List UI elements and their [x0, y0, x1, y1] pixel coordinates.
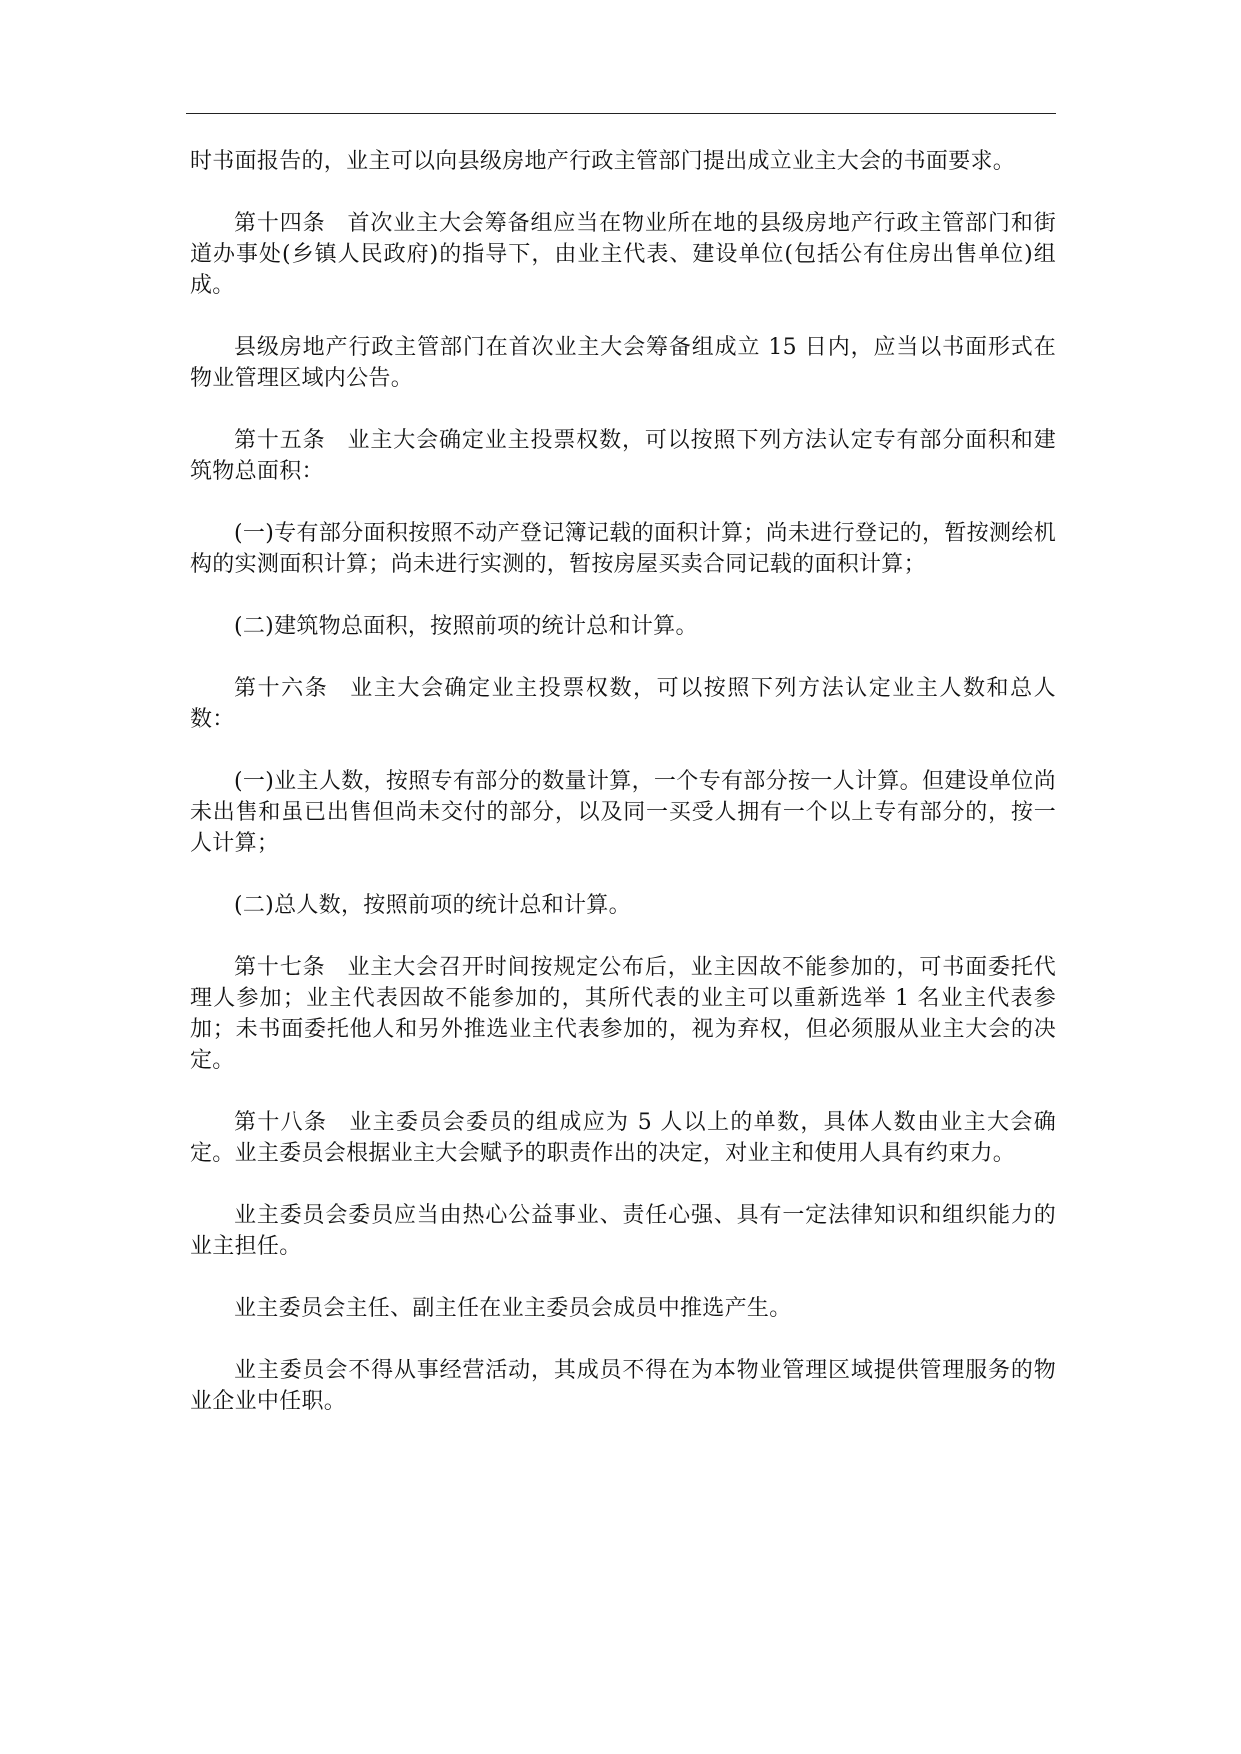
article-17-paragraph: [190, 952, 1056, 1076]
article-15-item-1: [190, 518, 1056, 580]
article-15-paragraph: [190, 425, 1056, 487]
header-rule: [186, 113, 1056, 114]
paragraph-text: (二)总人数，按照前项的统计总和计算。: [234, 893, 631, 918]
article-number: 第十四条: [234, 211, 326, 236]
article-16-item-1: [190, 766, 1056, 859]
paragraph-text: 业主大会确定业主投票权数，可以按照下列方法认定专有部分面积和建筑物总面积：: [190, 428, 1056, 484]
article-number: 第十五条: [234, 428, 326, 453]
paragraph-text: 业主委员会委员应当由热心公益事业、责任心强、具有一定法律知识和组织能力的业主担任。: [190, 1203, 1056, 1259]
paragraph-continuation: [190, 146, 1056, 177]
paragraph-text: 业主委员会不得从事经营活动，其成员不得在为本物业管理区域提供管理服务的物业企业中任职。: [190, 1358, 1056, 1414]
paragraph-text: 业主大会召开时间按规定公布后，业主因故不能参加的，可书面委托代理人参加；业主代表因故不能参加的，其所代表的业主可以重新选举 1 名业主代表参加；未书面委托他人和另外推选业主代表参加的，视为弃权，但必须服从业主大会的决定。: [190, 955, 1056, 1073]
paragraph-text: (二)建筑物总面积，按照前项的统计总和计算。: [234, 614, 698, 639]
paragraph-text: 时书面报告的，业主可以向县级房地产行政主管部门提出成立业主大会的书面要求。: [190, 149, 1016, 174]
article-number: 第十六条: [234, 676, 329, 701]
article-18-paragraph: [190, 1107, 1056, 1169]
paragraph-text: 业主委员会委员的组成应为 5 人以上的单数，具体人数由业主大会确定。业主委员会根据业主大会赋予的职责作出的决定，对业主和使用人具有约束力。: [190, 1110, 1056, 1166]
document-body: [190, 146, 1056, 1448]
article-number: 第十八条: [234, 1110, 328, 1135]
article-16-paragraph: [190, 673, 1056, 735]
article-15-item-2: [190, 611, 1056, 642]
article-16-item-2: [190, 890, 1056, 921]
paragraph-text: 业主大会确定业主投票权数，可以按照下列方法认定业主人数和总人数：: [190, 676, 1056, 732]
paragraph-text: 县级房地产行政主管部门在首次业主大会筹备组成立 15 日内，应当以书面形式在物业管理区域内公告。: [190, 335, 1056, 391]
paragraph-text: 业主委员会主任、副主任在业主委员会成员中推选产生。: [234, 1296, 792, 1321]
article-number: 第十七条: [234, 955, 326, 980]
article-18-qualification-paragraph: [190, 1200, 1056, 1262]
paragraph-text: 首次业主大会筹备组应当在物业所在地的县级房地产行政主管部门和街道办事处(乡镇人民政府)的指导下，由业主代表、建设单位(包括公有住房出售单位)组成。: [190, 211, 1056, 298]
paragraph-text: (一)专有部分面积按照不动产登记簿记载的面积计算；尚未进行登记的，暂按测绘机构的实测面积计算；尚未进行实测的，暂按房屋买卖合同记载的面积计算；: [190, 521, 1056, 577]
article-18-director-paragraph: [190, 1293, 1056, 1324]
paragraph-text: (一)业主人数，按照专有部分的数量计算，一个专有部分按一人计算。但建设单位尚未出售和虽已出售但尚未交付的部分，以及同一买受人拥有一个以上专有部分的，按一人计算；: [190, 769, 1056, 856]
article-14-notice-paragraph: [190, 332, 1056, 394]
article-18-restriction-paragraph: [190, 1355, 1056, 1417]
article-14-paragraph: [190, 208, 1056, 301]
